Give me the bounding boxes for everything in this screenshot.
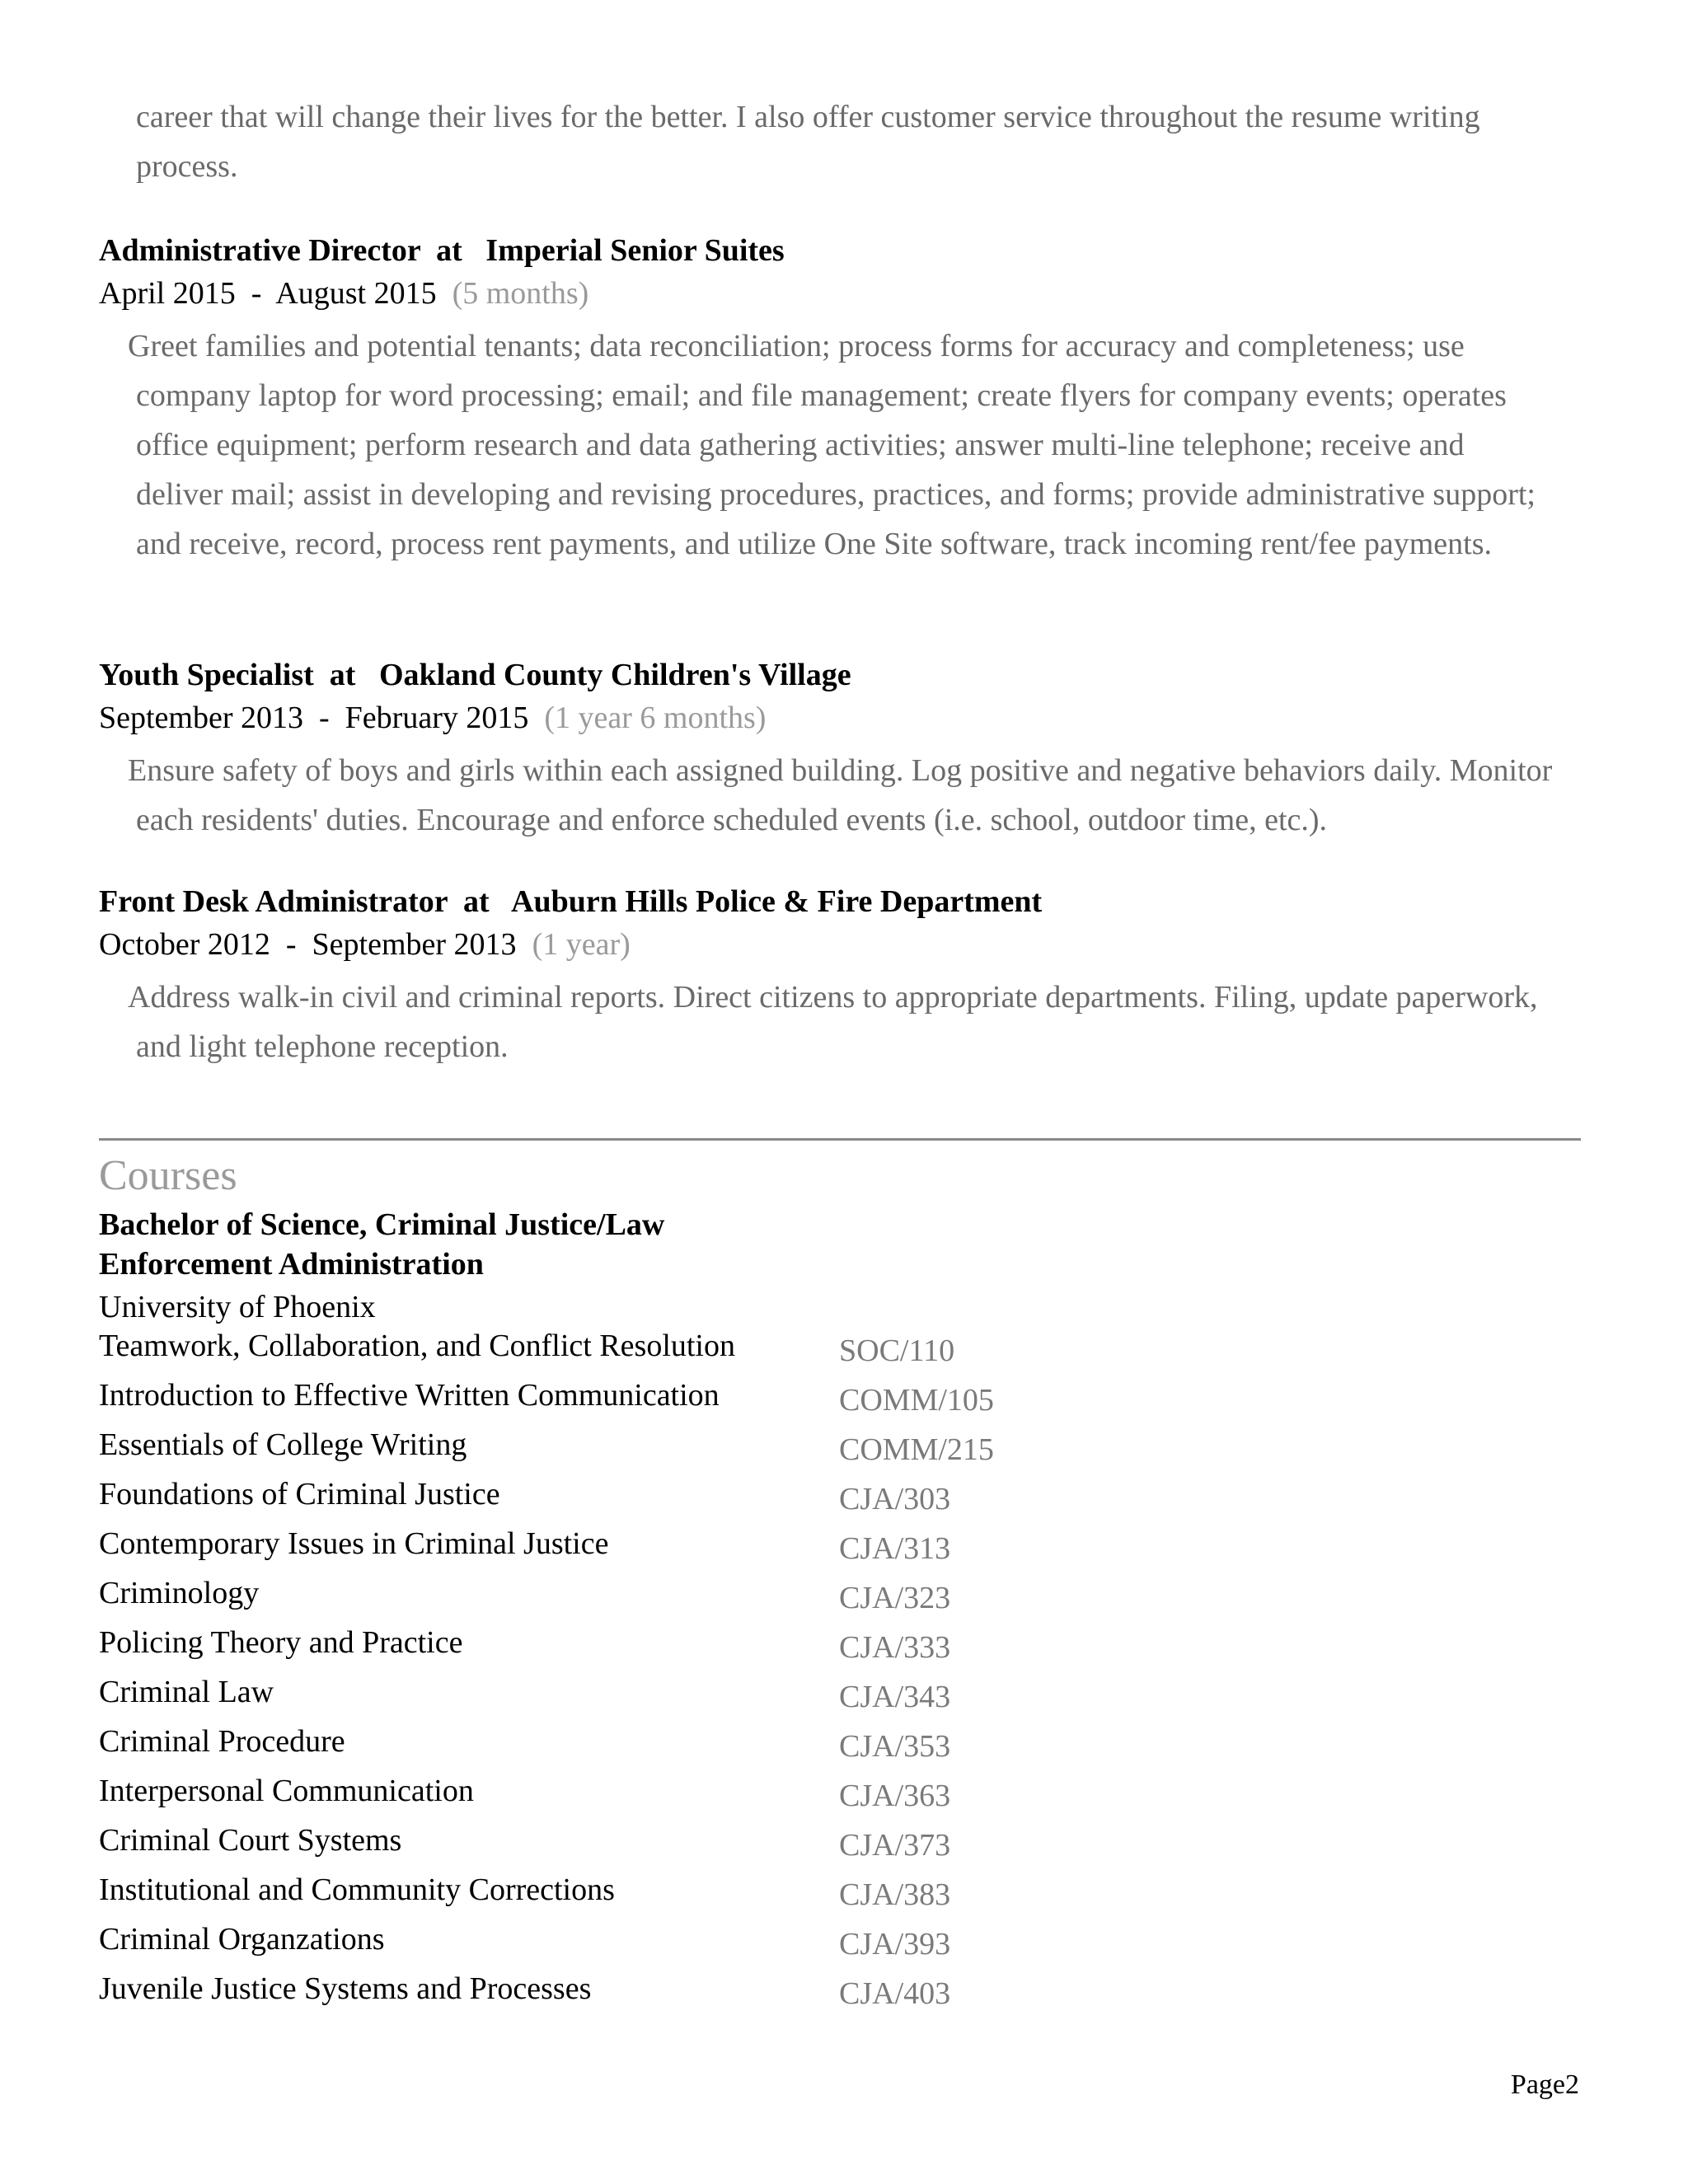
course-code: CJA/383 — [839, 1877, 951, 1912]
job-description: Ensure safety of boys and girls within each assigned building. Log positive and negative behaviors daily. Monitor each residents' duties. Encourage and enforce scheduled events (i.e. school, outdoor time, etc.). — [128, 753, 1553, 837]
job-description: Address walk-in civil and criminal reports. Direct citizens to appropriate departments. Filing, update paperwork, and light telephone reception. — [128, 980, 1538, 1064]
course-row — [99, 1424, 1170, 1474]
course-row — [99, 1721, 1170, 1770]
job-dates — [99, 695, 1581, 741]
job-entry — [99, 655, 1581, 845]
course-row — [99, 1671, 1170, 1721]
course-code: CJA/323 — [839, 1581, 951, 1615]
course-name: Essentials of College Writing — [99, 1427, 467, 1462]
course-name: Foundations of Criminal Justice — [99, 1477, 500, 1511]
date-separator: - — [285, 927, 297, 962]
course-code: CJA/333 — [839, 1630, 951, 1665]
course-code: COMM/105 — [839, 1383, 994, 1418]
job-entry — [99, 231, 1581, 569]
previous-job-description-continuation: career that will change their lives for the better. I also offer customer service throughout the resume writing process. — [136, 100, 1480, 184]
job-start-date: September 2013 — [99, 701, 304, 735]
job-heading — [99, 655, 1581, 695]
section-divider — [99, 1138, 1581, 1141]
course-row — [99, 1325, 1170, 1375]
job-end-date: August 2015 — [275, 276, 437, 311]
job-connector: at — [329, 658, 356, 692]
course-name: Juvenile Justice Systems and Processes — [99, 1971, 592, 2006]
job-dates — [99, 270, 1581, 316]
course-name: Institutional and Community Corrections — [99, 1872, 615, 1907]
page-number: Page2 — [1510, 2069, 1579, 2100]
job-end-date: September 2013 — [312, 927, 517, 962]
job-heading — [99, 231, 1581, 270]
job-connector: at — [436, 233, 462, 268]
degree-title: Bachelor of Science, Criminal Justice/Law Enforcement Administration — [99, 1207, 665, 1282]
course-name: Criminology — [99, 1576, 260, 1610]
course-code: SOC/110 — [839, 1333, 955, 1368]
course-name: Criminal Organzations — [99, 1922, 385, 1957]
course-code: CJA/393 — [839, 1927, 951, 1961]
course-name: Criminal Procedure — [99, 1724, 345, 1759]
job-duration: (1 year) — [532, 927, 631, 962]
date-separator: - — [319, 701, 330, 735]
date-separator: - — [251, 276, 262, 311]
course-code: CJA/303 — [839, 1482, 951, 1516]
course-code: CJA/373 — [839, 1828, 951, 1863]
course-row — [99, 1523, 1170, 1572]
job-duration: (1 year 6 months) — [544, 701, 767, 735]
job-company: Oakland County Children's Village — [378, 658, 851, 692]
course-name: Introduction to Effective Written Communication — [99, 1378, 720, 1413]
job-start-date: April 2015 — [99, 276, 236, 311]
course-code: CJA/343 — [839, 1680, 951, 1714]
job-title: Front Desk Administrator — [99, 884, 448, 919]
job-company: Imperial Senior Suites — [485, 233, 785, 268]
course-row — [99, 1919, 1170, 1968]
course-code: COMM/215 — [839, 1432, 994, 1467]
course-row — [99, 1968, 1170, 2018]
course-code: CJA/363 — [839, 1779, 951, 1813]
course-row — [99, 1572, 1170, 1622]
courses-heading: Courses — [99, 1152, 237, 1199]
job-dates — [99, 921, 1581, 968]
course-name: Interpersonal Communication — [99, 1774, 474, 1808]
course-name: Criminal Law — [99, 1675, 274, 1709]
course-row — [99, 1622, 1170, 1671]
course-row — [99, 1770, 1170, 1820]
job-description: Greet families and potential tenants; data reconciliation; process forms for accuracy and completeness; use company laptop for word processing; email; and file management; create flyers for company events; operates office equipment; perform research and data gathering activities; answer multi-line telephone; receive and deliver mail; assist in developing and revising procedures, practices, and forms; provide administrative support; and receive, record, process rent payments, and utilize One Site software, track incoming rent/fee payments. — [128, 329, 1536, 561]
job-duration: (5 months) — [452, 276, 589, 311]
course-list — [99, 1325, 1170, 2018]
course-code: CJA/353 — [839, 1729, 951, 1764]
course-name: Policing Theory and Practice — [99, 1625, 463, 1660]
course-row — [99, 1474, 1170, 1523]
job-heading — [99, 882, 1581, 921]
job-connector: at — [462, 884, 490, 919]
job-entry — [99, 882, 1581, 1071]
job-title: Youth Specialist — [99, 658, 314, 692]
course-name: Teamwork, Collaboration, and Conflict Resolution — [99, 1329, 735, 1363]
course-code: CJA/313 — [839, 1531, 951, 1566]
school-name: University of Phoenix — [99, 1290, 376, 1324]
course-row — [99, 1820, 1170, 1869]
course-row — [99, 1375, 1170, 1424]
course-row — [99, 1869, 1170, 1919]
job-end-date: February 2015 — [345, 701, 529, 735]
job-title: Administrative Director — [99, 233, 421, 268]
course-name: Criminal Court Systems — [99, 1823, 402, 1858]
course-code: CJA/403 — [839, 1976, 951, 2011]
job-company: Auburn Hills Police & Fire Department — [511, 884, 1043, 919]
job-start-date: October 2012 — [99, 927, 270, 962]
course-name: Contemporary Issues in Criminal Justice — [99, 1526, 609, 1561]
